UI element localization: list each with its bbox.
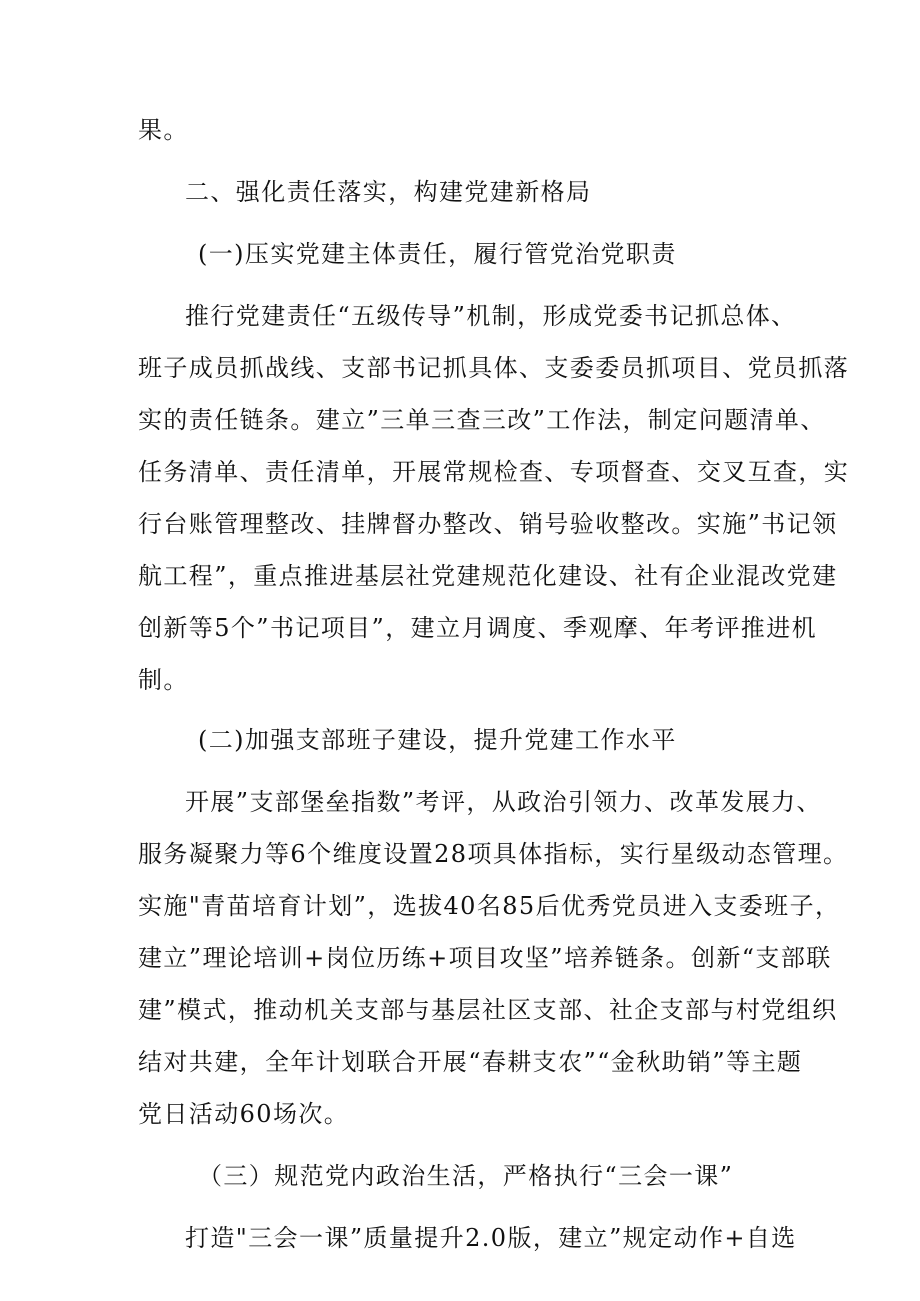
paragraph-1-line-1: 推行党建责任“五级传导”机制，形成党委书记抓总体、 (185, 302, 797, 330)
paragraph-2-line-2: 服务凝聚力等6个维度设置28项具体指标，实行星级动态管理。 (138, 840, 849, 868)
paragraph-2-line-6: 结对共建，全年计划联合开展“春耕支农”“金秋助销”等主题 (138, 1048, 803, 1076)
paragraph-tail-line: 果。 (138, 116, 189, 144)
paragraph-2-line-5: 建”模式，推动机关支部与基层社区支部、社企支部与村党组织 (138, 996, 838, 1024)
paragraph-1-line-4: 任务清单、责任清单，开展常规检查、专项督查、交叉互查，实 (138, 458, 850, 486)
paragraph-2-line-1: 开展”支部堡垒指数”考评，从政治引领力、改革发展力、 (185, 788, 822, 816)
paragraph-1-line-3: 实的责任链条。建立”三单三查三改”工作法，制定问题清单、 (138, 406, 826, 434)
paragraph-1-line-6: 航工程”，重点推进基层社党建规范化建设、社有企业混改党建 (138, 562, 838, 590)
subheading-3: （三）规范党内政治生活，严格执行“三会一课” (198, 1162, 734, 1190)
paragraph-1-line-7: 创新等5个”书记项目”，建立月调度、季观摩、年考评推进机 (138, 614, 818, 642)
subheading-1: (一)压实党建主体责任，履行管党治党职责 (198, 240, 677, 268)
paragraph-1-line-2: 班子成员抓战线、支部书记抓具体、支委委员抓项目、党员抓落 (138, 354, 850, 382)
paragraph-3-line-1: 打造"三会一课”质量提升2.0版，建立”规定动作+自选 (185, 1224, 797, 1252)
paragraph-2-line-3: 实施"青苗培育计划”，选拔40名85后优秀党员进入支委班子， (138, 892, 841, 920)
paragraph-1-line-5: 行台账管理整改、挂牌督办整改、销号验收整改。实施”书记领 (138, 510, 838, 538)
paragraph-1-line-8: 制。 (138, 666, 189, 694)
paragraph-2-line-4: 建立”理论培训+岗位历练+项目攻坚”培养链条。创新“支部联 (138, 944, 832, 972)
section-heading-2: 二、强化责任落实，构建党建新格局 (185, 178, 592, 206)
subheading-2: (二)加强支部班子建设，提升党建工作水平 (198, 726, 677, 754)
paragraph-2-line-7: 党日活动60场次。 (138, 1100, 350, 1128)
